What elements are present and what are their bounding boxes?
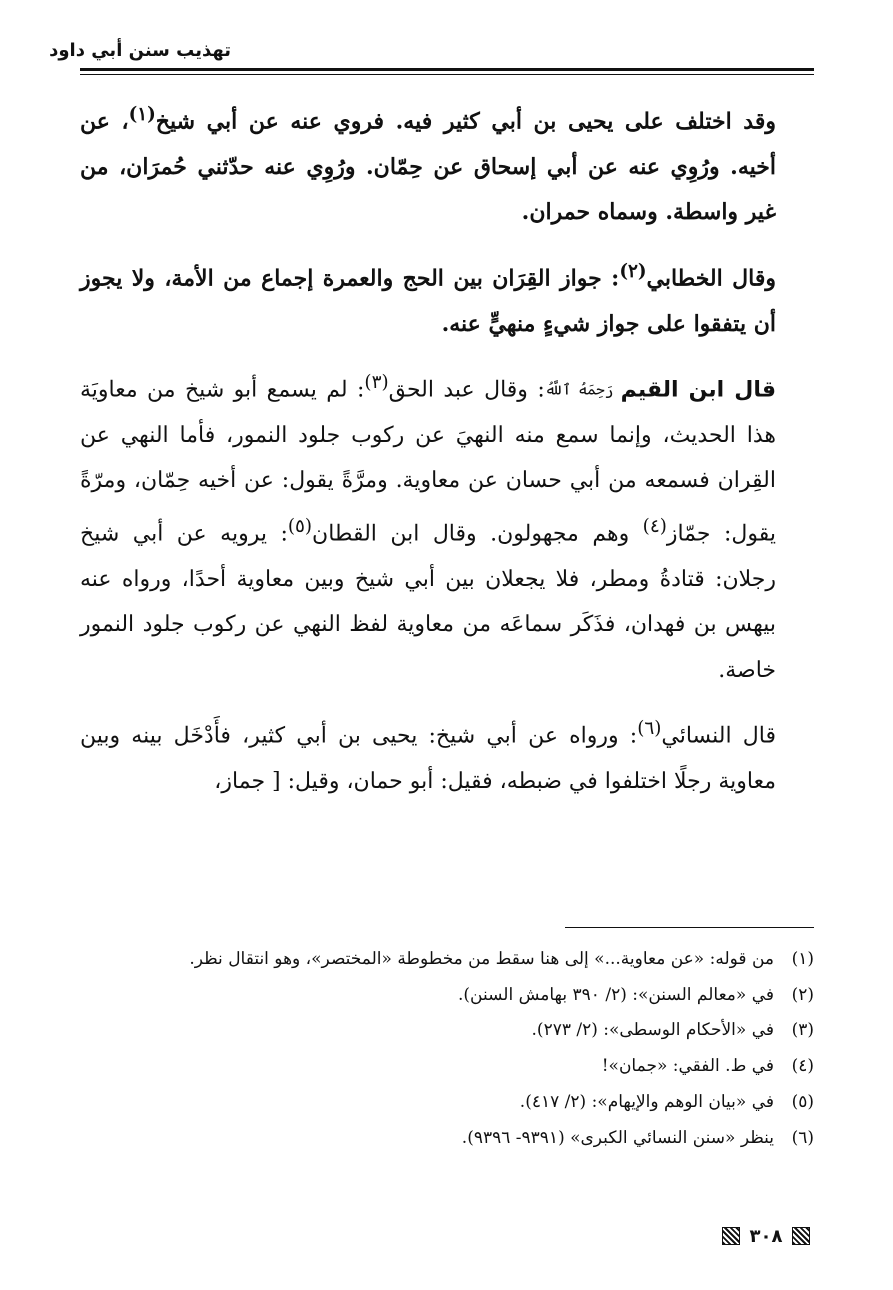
header-rule-thin — [80, 74, 814, 75]
text-run: قال النسائي — [661, 723, 776, 749]
footnote-text: في «معالم السنن»: (٢/ ٣٩٠ بهامش السنن). — [458, 984, 774, 1005]
footnote-number: (٣) — [791, 1020, 814, 1041]
text-run: ، عن أخيه. ورُوِي عنه عن أبي إسحاق عن حِمّان. ورُوِي عنه حدّثني حُمرَان، من غير واسطة. وسماه حمران. — [80, 108, 776, 226]
footnote-item — [80, 1121, 814, 1157]
paragraph — [80, 706, 814, 804]
footnote-text: من قوله: «عن معاوية...» إلى هنا سقط من مخطوطة «المختصر»، وهو انتقال نظر. — [189, 949, 774, 969]
header-rule-thick — [80, 68, 814, 71]
footnote-item — [80, 942, 814, 978]
footnote-ref: (٢) — [619, 260, 647, 282]
footnote-ref: (٥) — [287, 515, 313, 537]
running-header-title: تهذيب سنن أبي داود — [49, 40, 231, 61]
text-run: : ورواه عن أبي شيخ: يحيى بن أبي كثير، فأَدْخَل بينه وبين معاوية رجلًا اختلفوا في ضبطه، فقيل: أبو حمان، وقيل: [ جماز، — [80, 723, 776, 795]
text-run: : يرويه عن أبي شيخ رجلان: قتادةُ ومطر، فلا يجعلان بين أبي شيخ وبين معاوية أحدًا، ورواه عنه بيهس بن فهدان، فذَكَر سماعَه من معاوية لفظ النهي عن ركوب جلود النمور خاصة. — [80, 521, 776, 683]
paragraph — [80, 360, 814, 693]
ornament-right-icon — [792, 1227, 810, 1245]
footnote-item — [80, 1013, 814, 1049]
footnote-text: في «الأحكام الوسطى»: (٢/ ٢٧٣). — [531, 1020, 774, 1041]
ornament-left-icon — [722, 1227, 740, 1245]
footnote-text: في «بيان الوهم والإيهام»: (٢/ ٤١٧). — [519, 1091, 774, 1112]
speaker-label: قال ابن القيم — [620, 377, 776, 403]
honorific: رَحِمَهُ ٱللَّهُ — [544, 380, 621, 399]
text-run: : وقال عبد الحق — [388, 377, 545, 403]
footnote-text: ينظر «سنن النسائي الكبرى» (٩٣٩١- ٩٣٩٦). — [461, 1127, 774, 1148]
paragraph — [80, 249, 814, 347]
footnote-text: في ط. الفقي: «جمان»! — [601, 1056, 774, 1077]
footnote-number: (٢) — [791, 984, 814, 1005]
footnote-number: (٦) — [791, 1127, 814, 1148]
text-run: وقد اختلف على يحيى بن أبي كثير فيه. فروي عنه عن أبي شيخ — [155, 108, 776, 135]
footnote-ref: (٤) — [642, 515, 667, 537]
main-text — [80, 92, 814, 818]
text-run: : لم يسمع أبو شيخ من معاويَة هذا الحديث، وإنما سمع منه النهيَ عن ركوب جلود النمور، فأما النهي عن القِران فسمعه من أبي حسان عن معاوية. ومرَّةً يقول: عن أخيه حِمّان، ومرّةً يقول: جمّاز — [80, 377, 776, 547]
text-run: : جواز القِرَان بين الحج والعمرة إجماع من الأمة، ولا يجوز أن يتفقوا على جواز شيءٍ منهيٍّ عنه. — [80, 265, 776, 337]
footnote-ref: (٦) — [637, 718, 662, 740]
footnote-number: (٥) — [791, 1091, 814, 1112]
page-number-block — [722, 1224, 810, 1248]
paragraph — [80, 92, 814, 236]
page-number: ٣٠٨ — [749, 1225, 783, 1247]
footnotes-section — [80, 942, 814, 1156]
footnote-item — [80, 1049, 814, 1085]
text-run: وقال الخطابي — [646, 265, 777, 292]
footnote-ref: (١) — [128, 104, 156, 125]
footnote-number: (١) — [791, 949, 814, 969]
text-run: وهم مجهولون. وقال ابن القطان — [312, 521, 643, 547]
footnote-item — [80, 1085, 814, 1121]
footnote-separator — [565, 927, 814, 928]
footnote-number: (٤) — [791, 1056, 814, 1077]
footnote-ref: (٣) — [364, 372, 389, 394]
footnote-item — [80, 978, 814, 1014]
